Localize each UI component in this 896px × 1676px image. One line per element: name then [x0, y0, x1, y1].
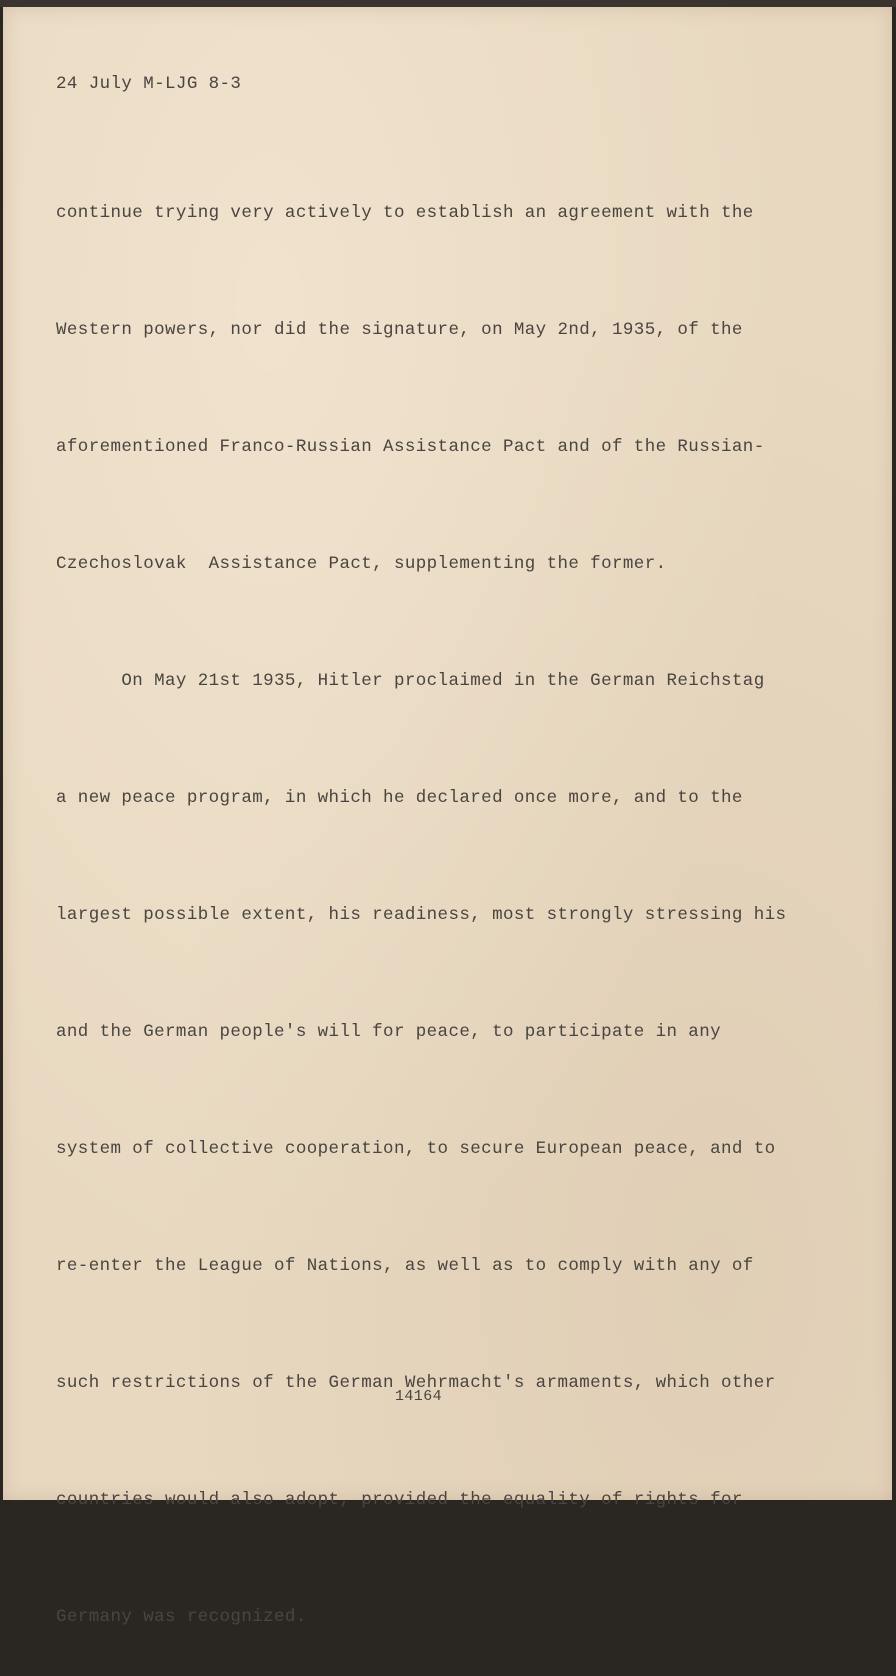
body-line: continue trying very actively to establish an agreement with the — [56, 203, 754, 223]
body-line: such restrictions of the German Wehrmacht's armaments, which other — [56, 1373, 776, 1393]
document-reference-header: 24 July M-LJG 8-3 — [56, 74, 242, 94]
body-line: system of collective cooperation, to secure European peace, and to — [56, 1139, 776, 1159]
body-line: and the German people's will for peace, to participate in any — [56, 1022, 722, 1042]
scan-top-edge — [0, 0, 896, 7]
body-line: On May 21st 1935, Hitler proclaimed in the German Reichstag — [56, 671, 765, 691]
body-line: Germany was recognized. — [56, 1607, 307, 1627]
document-body — [56, 116, 786, 1676]
body-line: countries would also adopt, provided the equality of rights for — [56, 1490, 743, 1510]
body-line: largest possible extent, his readiness, most strongly stressing his — [56, 905, 787, 925]
page-number: 14164 — [395, 1388, 443, 1405]
body-line: re-enter the League of Nations, as well as to comply with any of — [56, 1256, 754, 1276]
body-line: a new peace program, in which he declared once more, and to the — [56, 788, 743, 808]
body-line: Czechoslovak Assistance Pact, supplementing the former. — [56, 554, 667, 574]
body-line: Western powers, nor did the signature, on May 2nd, 1935, of the — [56, 320, 743, 340]
body-line: aforementioned Franco-Russian Assistance Pact and of the Russian- — [56, 437, 765, 457]
